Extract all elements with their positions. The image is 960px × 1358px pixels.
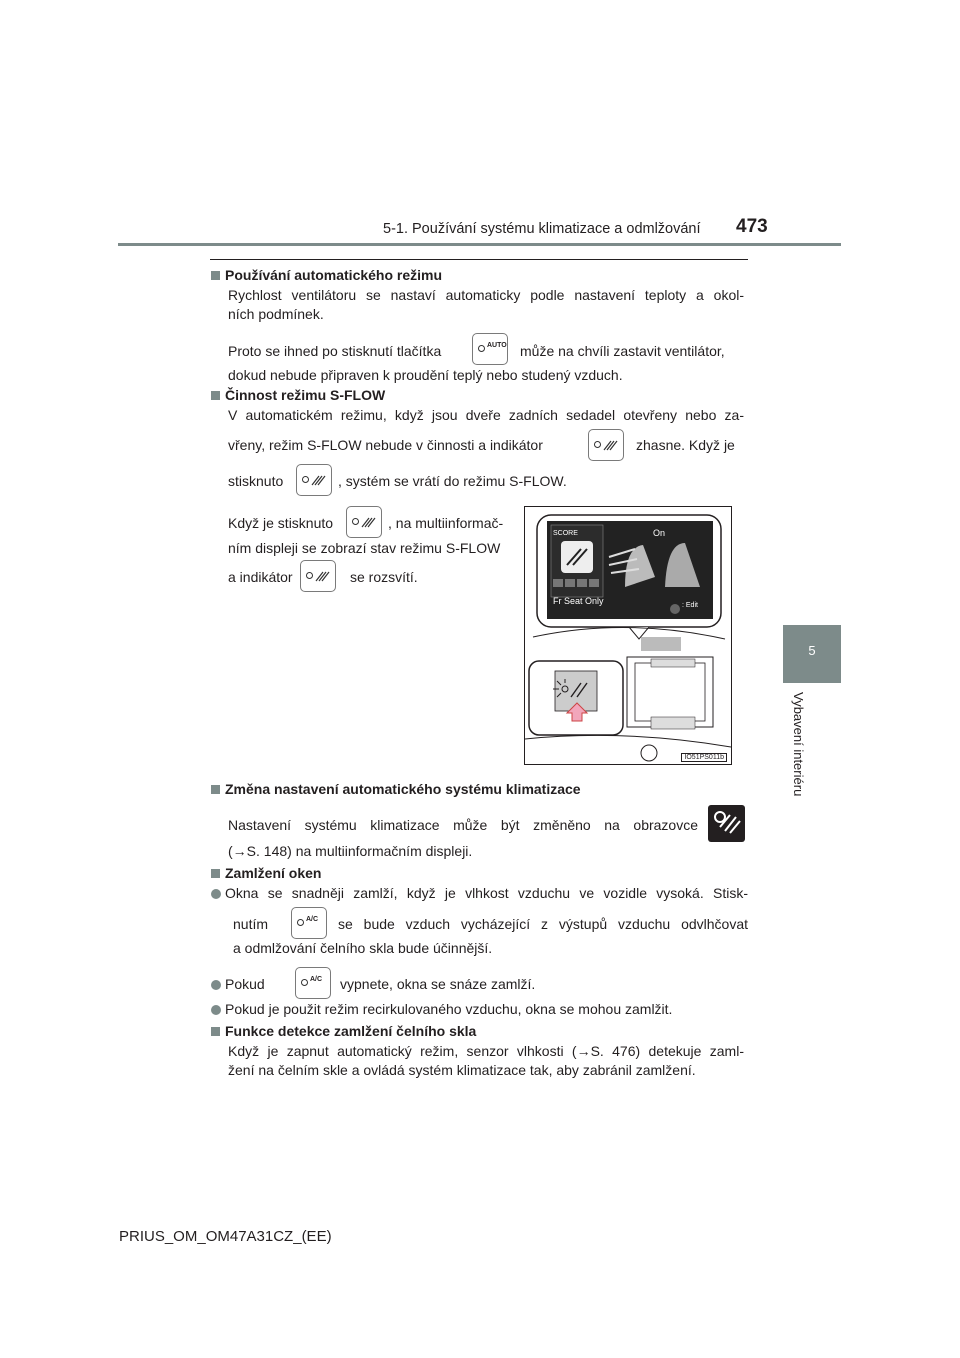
paragraph-line: ním displeji se zobrazí stav režimu S-FLOW bbox=[228, 540, 501, 556]
round-bullet-icon bbox=[211, 889, 221, 899]
square-bullet-icon bbox=[211, 391, 220, 400]
square-bullet-icon bbox=[211, 271, 220, 280]
paragraph-line: vřeny, režim S-FLOW nebude v činnosti a indikátor bbox=[228, 437, 543, 453]
ac-button-icon: A/C bbox=[291, 907, 327, 939]
dashboard-drawing bbox=[525, 507, 731, 764]
paragraph-line: Nastavení systému klimatizace může být změněno na obrazovce bbox=[228, 817, 698, 833]
paragraph-line: Když je zapnut automatický režim, senzor vlhkosti (→S. 476) detekuje zaml- bbox=[228, 1043, 744, 1059]
content-divider bbox=[210, 259, 748, 260]
paragraph-line: se rozsvítí. bbox=[350, 569, 418, 585]
figure-code: IO51PS011b bbox=[681, 753, 727, 762]
header-divider bbox=[118, 243, 841, 246]
paragraph-line: a odmlžování čelního skla bude účinnější. bbox=[233, 940, 493, 956]
paragraph-line: dokud nebude připraven k proudění teplý nebo studený vzduch. bbox=[228, 367, 623, 383]
screen-score-label: SCORE bbox=[553, 530, 578, 537]
paragraph-line: a indikátor bbox=[228, 569, 293, 585]
section-heading-change: Změna nastavení automatického systému klimatizace bbox=[211, 781, 581, 797]
paragraph-line: stisknuto bbox=[228, 473, 284, 489]
page-header-title: 5-1. Používání systému klimatizace a odmlžování bbox=[383, 221, 701, 237]
bullet-item: Pokud bbox=[211, 975, 265, 994]
paragraph-line: Proto se ihned po stisknutí tlačítka bbox=[228, 343, 442, 359]
paragraph-line: žení na čelním skle a ovládá systém klimatizace tak, aby zabránil zamlžení. bbox=[228, 1062, 696, 1078]
paragraph-line: zhasne. Když je bbox=[636, 437, 735, 453]
screen-on-label: On bbox=[653, 528, 666, 538]
section-heading-sflow: Činnost režimu S-FLOW bbox=[211, 387, 385, 403]
paragraph-line: nutím bbox=[233, 916, 269, 932]
sflow-button-icon bbox=[296, 464, 332, 496]
page-number: 473 bbox=[736, 216, 768, 237]
dashboard-illustration bbox=[524, 506, 732, 765]
screen-seat-label: Fr Seat Only bbox=[553, 596, 604, 606]
paragraph-line: , systém se vrátí do režimu S-FLOW. bbox=[338, 473, 567, 489]
ac-button-icon: A/C bbox=[295, 967, 331, 999]
bullet-item: Pokud je použit režim recirkulovaného vzduchu, okna se mohou zamlžit. bbox=[211, 1000, 672, 1019]
section-heading-fog: Zamlžení oken bbox=[211, 865, 321, 881]
square-bullet-icon bbox=[211, 1027, 220, 1036]
sflow-indicator-icon bbox=[588, 429, 624, 461]
paragraph-line: , na multiinformač- bbox=[388, 515, 504, 531]
round-bullet-icon bbox=[211, 980, 221, 990]
paragraph-line: (→S. 148) na multiinformačním displeji. bbox=[228, 843, 473, 859]
auto-button-icon: AUTO bbox=[472, 333, 508, 365]
footer-doc-id: PRIUS_OM_OM47A31CZ_(EE) bbox=[119, 1228, 332, 1245]
bullet-item: Okna se snadněji zamlží, když je vlhkost vzduchu ve vozidle vysoká. Stisk- bbox=[211, 884, 748, 903]
sflow-button-icon bbox=[346, 506, 382, 538]
paragraph-line: Rychlost ventilátoru se nastaví automaticky podle nastavení teploty a okol- bbox=[228, 287, 744, 303]
paragraph-line: vypnete, okna se snáze zamlží. bbox=[340, 976, 536, 992]
square-bullet-icon bbox=[211, 785, 220, 794]
sflow-indicator-icon bbox=[300, 560, 336, 592]
square-bullet-icon bbox=[211, 869, 220, 878]
round-bullet-icon bbox=[211, 1005, 221, 1015]
chapter-tab-label: Vybavení interiéru bbox=[791, 692, 806, 797]
paragraph-line: ních podmínek. bbox=[228, 306, 324, 322]
chapter-tab: 5 bbox=[783, 625, 841, 683]
section-heading-detect: Funkce detekce zamlžení čelního skla bbox=[211, 1023, 476, 1039]
paragraph-line: Když je stisknuto bbox=[228, 515, 334, 531]
section-heading-auto: Používání automatického režimu bbox=[211, 267, 442, 283]
paragraph-line: se bude vzduch vycházející z výstupů vzduchu odvlhčovat bbox=[338, 916, 748, 932]
paragraph-line: V automatickém režimu, když jsou dveře zadních sedadel otevřeny nebo za- bbox=[228, 407, 744, 423]
climate-settings-icon bbox=[708, 805, 745, 842]
screen-edit-label: : Edit bbox=[682, 602, 698, 609]
paragraph-line: může na chvíli zastavit ventilátor, bbox=[520, 343, 725, 359]
